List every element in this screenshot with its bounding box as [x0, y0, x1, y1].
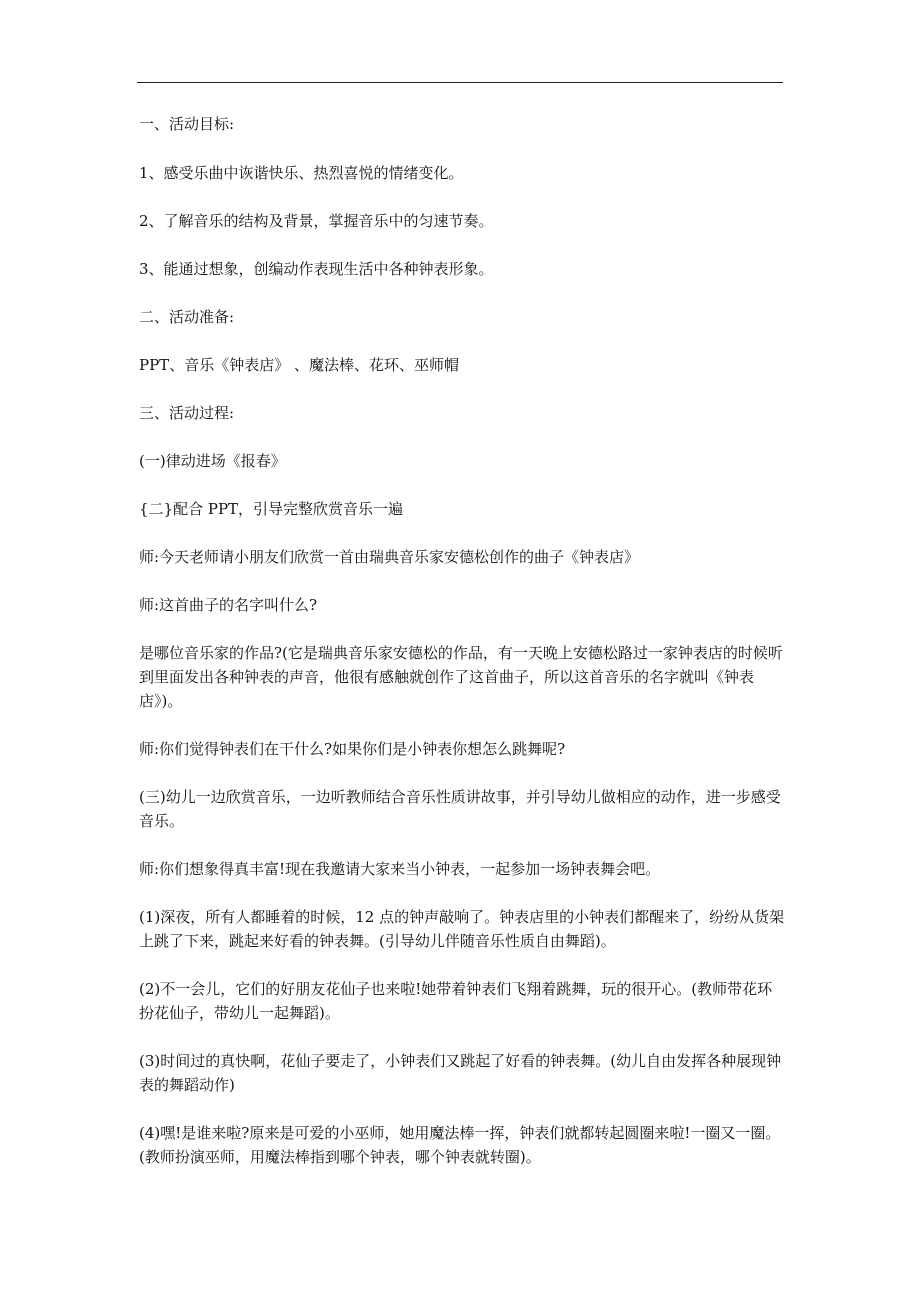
- section-heading-goals: 一、活动目标:: [139, 115, 235, 133]
- process-step-3: (三)幼儿一边欣赏音乐，一边听教师结合音乐性质讲故事，并引导幼儿做相应的动作，进一步感受音乐。: [139, 788, 781, 830]
- teacher-line-invitation: 师:你们想象得真丰富!现在我邀请大家来当小钟表，一起参加一场钟表舞会吧。: [139, 860, 661, 878]
- composer-explanation: 是哪位音乐家的作品?(它是瑞典音乐家安德松的作品，有一天晚上安德松路过一家钟表店的时候听到里面发出各种钟表的声音，他很有感触就创作了这首曲子，所以这首音乐的名字就叫《钟表店》)。: [139, 644, 783, 710]
- goal-item-3: 3、能通过想象，创编动作表现生活中各种钟表形象。: [139, 260, 494, 278]
- story-part-4: (4)嘿!是谁来啦?原来是可爱的小巫师，她用魔法棒一挥，钟表们就都转起圆圈来啦!一圈又一圈。(教师扮演巫师，用魔法棒指到哪个钟表，哪个钟表就转圈)。: [139, 1124, 781, 1166]
- section-heading-process: 三、活动过程:: [139, 404, 235, 422]
- goal-item-1: 1、感受乐曲中诙谐快乐、热烈喜悦的情绪变化。: [139, 164, 464, 182]
- story-part-3: (3)时间过的真快啊，花仙子要走了，小钟表们又跳起了好看的钟表舞。(幼儿自由发挥各种展现钟表的舞蹈动作): [139, 1052, 782, 1094]
- story-part-2: (2)不一会儿，它们的好朋友花仙子也来啦!她带着钟表们飞翔着跳舞，玩的很开心。(教师带花环扮花仙子，带幼儿一起舞蹈)。: [139, 980, 773, 1022]
- teacher-line-dance-question: 师:你们觉得钟表们在干什么?如果你们是小钟表你想怎么跳舞呢?: [139, 740, 566, 758]
- goal-item-2: 2、了解音乐的结构及背景，掌握音乐中的匀速节奏。: [139, 212, 494, 230]
- process-step-2: {二}配合 PPT，引导完整欣赏音乐一遍: [139, 500, 404, 518]
- preparation-materials: PPT、音乐《钟表店》 、魔法棒、花环、巫师帽: [139, 356, 459, 374]
- process-step-1: (一)律动进场《报春》: [139, 452, 286, 470]
- section-heading-preparation: 二、活动准备:: [139, 308, 235, 326]
- story-part-1: (1)深夜，所有人都睡着的时候，12 点的钟声敲响了。钟表店里的小钟表们都醒来了，纷纷从货架上跳了下来，跳起来好看的钟表舞。(引导幼儿伴随音乐性质自由舞蹈)。: [139, 908, 785, 950]
- teacher-line-intro: 师:今天老师请小朋友们欣赏一首由瑞典音乐家安德松创作的曲子《钟表店》: [139, 548, 640, 566]
- teacher-line-question: 师:这首曲子的名字叫什么?: [139, 596, 318, 614]
- header-rule: [137, 82, 783, 83]
